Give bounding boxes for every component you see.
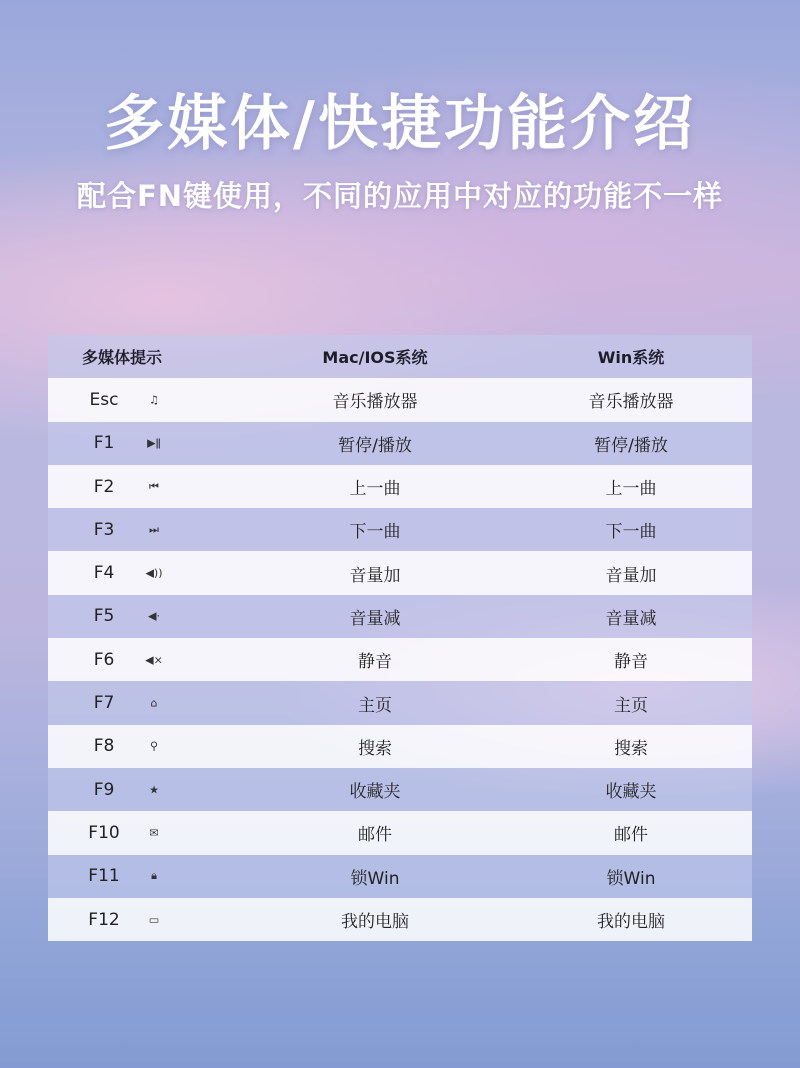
page-title: 多媒体/快捷功能介绍 bbox=[104, 89, 696, 159]
table-row bbox=[48, 378, 752, 421]
key-cell bbox=[48, 898, 198, 941]
key-label: F11 bbox=[88, 866, 120, 887]
volume-down-icon: ◀· bbox=[148, 609, 160, 623]
computer-icon: ▭ bbox=[148, 913, 160, 926]
shortcut-table bbox=[48, 335, 752, 941]
key-label: Esc bbox=[89, 389, 119, 410]
table-row bbox=[48, 768, 752, 811]
key-label: F6 bbox=[93, 649, 115, 670]
previous-track-icon: ⏮ bbox=[149, 479, 159, 493]
win-function: 音量减 bbox=[605, 608, 657, 629]
key-label: F12 bbox=[88, 909, 120, 930]
mail-icon: ✉ bbox=[149, 826, 159, 840]
win-function: 上一曲 bbox=[605, 479, 657, 500]
mute-icon: ◀× bbox=[145, 653, 163, 667]
table-row bbox=[48, 508, 752, 551]
mac-function: 音量加 bbox=[349, 565, 401, 586]
music-note-icon: ♫ bbox=[149, 393, 159, 407]
key-cell bbox=[48, 378, 198, 421]
table-row bbox=[48, 898, 752, 941]
table-row bbox=[48, 725, 752, 768]
key-label: F8 bbox=[93, 736, 115, 757]
win-function: 音乐播放器 bbox=[588, 392, 674, 413]
play-pause-icon: ▶ǁ bbox=[147, 436, 161, 450]
win-function: 音量加 bbox=[605, 565, 657, 586]
table-header-row bbox=[48, 335, 752, 378]
mac-function: 我的电脑 bbox=[341, 912, 409, 932]
table-row bbox=[48, 638, 752, 681]
mac-function: 音乐播放器 bbox=[332, 392, 418, 413]
key-cell bbox=[48, 768, 198, 811]
key-cell bbox=[48, 638, 198, 681]
mac-function: 收藏夹 bbox=[349, 782, 401, 803]
key-label: F3 bbox=[93, 519, 115, 540]
table-row bbox=[48, 551, 752, 594]
mac-function: 静音 bbox=[358, 652, 392, 673]
next-track-icon: ⏭ bbox=[149, 522, 159, 536]
key-cell bbox=[48, 422, 198, 465]
key-cell bbox=[48, 551, 198, 594]
search-icon: ⚲ bbox=[149, 739, 159, 753]
win-function: 邮件 bbox=[614, 825, 648, 846]
header-win: Win系统 bbox=[597, 348, 665, 368]
header-multimedia: 多媒体提示 bbox=[82, 348, 163, 368]
lock-icon: 🔒︎ bbox=[151, 869, 157, 883]
key-label: F5 bbox=[93, 606, 115, 627]
key-cell bbox=[48, 811, 198, 854]
table-row bbox=[48, 681, 752, 724]
table-row bbox=[48, 811, 752, 854]
mac-function: 下一曲 bbox=[349, 522, 401, 543]
key-cell bbox=[48, 465, 198, 508]
header-mac-ios: Mac/IOS系统 bbox=[322, 348, 428, 368]
win-function: 暂停/播放 bbox=[594, 435, 668, 456]
star-icon: ★ bbox=[149, 783, 159, 797]
win-function: 我的电脑 bbox=[597, 912, 665, 932]
win-function: 静音 bbox=[614, 652, 648, 673]
mac-function: 上一曲 bbox=[349, 479, 401, 500]
key-label: F4 bbox=[93, 563, 115, 584]
win-function: 锁Win bbox=[606, 868, 656, 889]
key-cell bbox=[48, 725, 198, 768]
mac-function: 暂停/播放 bbox=[338, 435, 412, 456]
table-row bbox=[48, 855, 752, 898]
win-function: 下一曲 bbox=[605, 522, 657, 543]
key-cell bbox=[48, 508, 198, 551]
table-row bbox=[48, 595, 752, 638]
win-function: 收藏夹 bbox=[605, 782, 657, 803]
table-row bbox=[48, 422, 752, 465]
table-row bbox=[48, 465, 752, 508]
mac-function: 搜索 bbox=[358, 738, 392, 759]
key-label: F2 bbox=[93, 476, 115, 497]
mac-function: 主页 bbox=[358, 695, 392, 716]
win-function: 搜索 bbox=[614, 738, 648, 759]
key-label: F7 bbox=[93, 693, 115, 714]
home-icon: ⌂ bbox=[150, 696, 158, 710]
key-cell bbox=[48, 595, 198, 638]
table-body bbox=[48, 378, 752, 941]
key-label: F9 bbox=[93, 779, 115, 800]
mac-function: 锁Win bbox=[350, 868, 400, 889]
win-function: 主页 bbox=[614, 695, 648, 716]
key-label: F1 bbox=[93, 433, 115, 454]
mac-function: 音量减 bbox=[349, 608, 401, 629]
mac-function: 邮件 bbox=[358, 825, 392, 846]
page-subtitle: 配合FN键使用，不同的应用中对应的功能不一样 bbox=[76, 179, 724, 213]
key-label: F10 bbox=[88, 822, 120, 843]
volume-up-icon: ◀)) bbox=[145, 566, 163, 580]
key-cell bbox=[48, 855, 198, 898]
key-cell bbox=[48, 681, 198, 724]
